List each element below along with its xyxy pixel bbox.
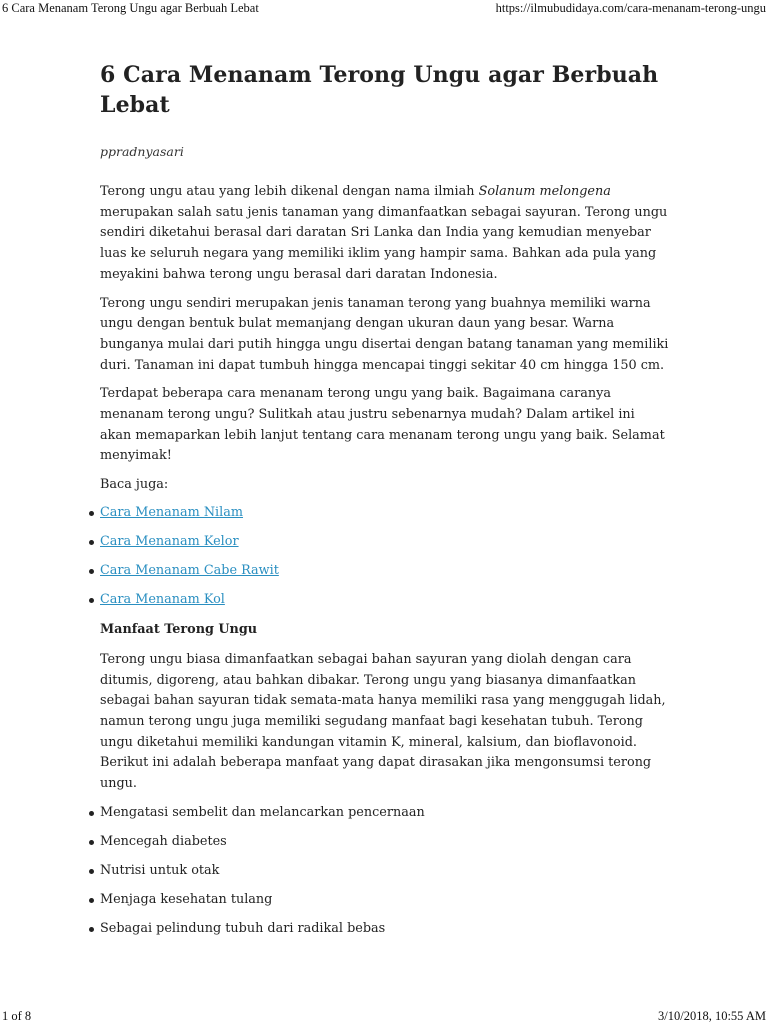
bullet-icon [89,840,94,845]
link-cara-menanam-kol[interactable]: Cara Menanam Kol [100,591,225,607]
paragraph-intro-text: Terong ungu atau yang lebih dikenal dengan nama ilmiah [100,184,479,199]
paragraph-description: Terong ungu sendiri merupakan jenis tanaman terong yang buahnya memiliki warna ungu dengan bentuk bulat memanjang dengan ukuran daun yang besar. Warna bunganya mulai dari putih hingga ungu disertai dengan batang tanaman yang memiliki duri. Tanaman ini dapat tumbuh hingga mencapai tinggi sekitar 40 cm hingga 150 cm. [100,295,669,373]
baca-juga-label: Baca juga: [100,477,169,493]
benefit-text: Sebagai pelindung tubuh dari radikal bebas [100,920,386,936]
list-item [100,919,670,948]
paragraph-manfaat: Terong ungu biasa dimanfaatkan sebagai bahan sayuran yang diolah dengan cara ditumis, digoreng, atau bahkan dibakar. Terong ungu yang biasanya dimanfaatkan sebagai bahan sayuran tidak semata-mata hanya memiliki rasa yang menggugah lidah, namun terong ungu juga memiliki segudang manfaat bagi kesehatan tubuh. Terong ungu diketahui memiliki kandungan vitamin K, mineral, kalsium, dan bioflavonoid. Berikut ini adalah beberapa manfaat yang dapat dirasakan jika mengonsumsi terong ungu. [100,651,666,792]
list-item [100,590,670,619]
list-item [100,890,670,919]
related-links-list [100,503,670,619]
list-item [100,803,670,832]
bullet-icon [89,569,94,574]
print-header-url: https://ilmubudidaya.com/cara-menanam-terong-ungu [495,1,766,15]
benefit-text: Mengatasi sembelit dan melancarkan pencernaan [100,804,425,820]
bullet-icon [89,811,94,816]
print-header [0,0,768,16]
benefit-text: Menjaga kesehatan tulang [100,891,273,907]
list-item [100,532,670,561]
article-body [100,182,670,948]
article-title: 6 Cara Menanam Terong Ungu agar Berbuah Lebat [100,62,659,118]
bullet-icon [89,540,94,545]
list-item [100,561,670,590]
article-author: ppradnyasari [100,144,184,159]
bullet-icon [89,511,94,516]
link-cara-menanam-cabe-rawit[interactable]: Cara Menanam Cabe Rawit [100,562,279,578]
paragraph-intro [100,182,670,286]
print-header-title: 6 Cara Menanam Terong Ungu agar Berbuah Lebat [2,1,259,15]
scientific-name: Solanum melongena [478,184,611,199]
list-item [100,861,670,890]
article [100,60,670,948]
bullet-icon [89,598,94,603]
link-cara-menanam-nilam[interactable]: Cara Menanam Nilam [100,504,244,520]
benefits-list [100,803,670,948]
bullet-icon [89,898,94,903]
print-footer [0,1008,768,1024]
print-timestamp: 3/10/2018, 10:55 AM [658,1009,766,1023]
benefit-text: Nutrisi untuk otak [100,862,220,878]
bullet-icon [89,927,94,932]
paragraph-intro-text-cont: merupakan salah satu jenis tanaman yang dimanfaatkan sebagai sayuran. Terong ungu sendiri diketahui berasal dari daratan Sri Lanka dan India yang kemudian menyebar luas ke seluruh negara yang memiliki iklim yang hampir sama. Bahkan ada pula yang meyakini bahwa terong ungu berasal dari daratan Indonesia. [100,204,668,282]
list-item [100,832,670,861]
page-number: 1 of 8 [2,1009,32,1023]
list-item [100,503,670,532]
link-cara-menanam-kelor[interactable]: Cara Menanam Kelor [100,533,239,549]
section-heading-manfaat: Manfaat Terong Ungu [100,621,258,637]
paragraph-ways: Terdapat beberapa cara menanam terong ungu yang baik. Bagaimana caranya menanam terong ungu? Sulitkah atau justru sebenarnya mudah? Dalam artikel ini akan memaparkan lebih lanjut tentang cara menanam terong ungu yang baik. Selamat menyimak! [100,386,665,464]
benefit-text: Mencegah diabetes [100,833,227,849]
bullet-icon [89,869,94,874]
